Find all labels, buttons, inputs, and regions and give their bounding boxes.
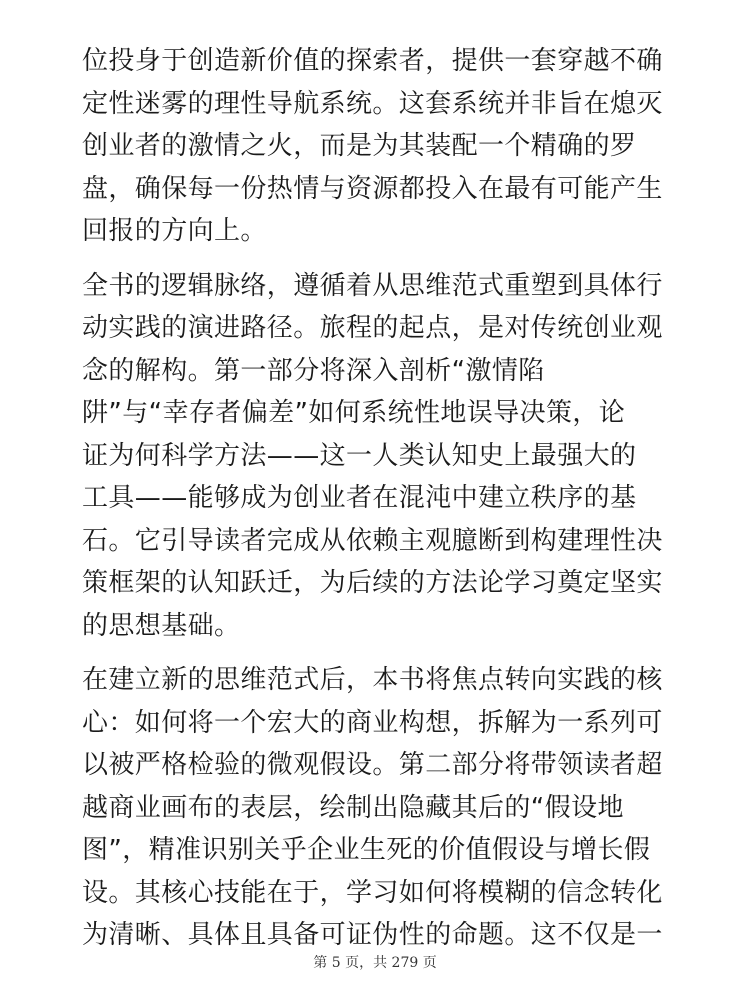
paragraph-2 bbox=[82, 265, 672, 648]
text-line: 为清晰、具体且具备可证伪性的命题。这不仅是一 bbox=[82, 920, 663, 950]
text-line: 以被严格检验的微观假设。第二部分将带领读者超 bbox=[82, 750, 663, 780]
text-line: 在建立新的思维范式后，本书将焦点转向实践的核 bbox=[82, 665, 663, 695]
text-line: 位投身于创造新价值的探索者，提供一套穿越不确 bbox=[82, 46, 663, 76]
text-line: 的思想基础。 bbox=[82, 610, 241, 641]
text-line: 心：如何将一个宏大的商业构想，拆解为一系列可 bbox=[82, 707, 663, 738]
page-number-footer: 第 5 页，共 279 页 bbox=[313, 955, 437, 971]
text-line: 石。它引导读者完成从依赖主观臆断到构建理性决 bbox=[82, 525, 663, 556]
text-line: 证为何科学方法——这一人类认知史上最强大的 bbox=[82, 440, 637, 471]
text-line: 工具——能够成为创业者在混沌中建立秩序的基 bbox=[82, 483, 637, 513]
text-line: 创业者的激情之火，而是为其装配一个精确的罗 bbox=[82, 131, 637, 161]
text-line: 阱”与“幸存者偏差”如何系统性地误导决策，论 bbox=[82, 398, 626, 428]
text-line: 定性迷雾的理性导航系统。这套系统并非旨在熄灭 bbox=[82, 88, 663, 119]
body-text bbox=[82, 40, 672, 969]
text-line: 图”，精准识别关乎企业生死的价值假设与增长假 bbox=[82, 835, 651, 865]
paragraph-1 bbox=[82, 40, 672, 253]
text-line: 盘，确保每一份热情与资源都投入在最有可能产生 bbox=[82, 173, 663, 204]
text-line: 策框架的认知跃迁，为后续的方法论学习奠定坚实 bbox=[82, 568, 663, 598]
text-line: 念的解构。第一部分将深入剖析“激情陷 bbox=[82, 355, 545, 386]
text-line: 设。其核心技能在于，学习如何将模糊的信念转化 bbox=[82, 877, 663, 908]
paragraph-3 bbox=[82, 659, 672, 957]
text-line: 回报的方向上。 bbox=[82, 216, 267, 246]
text-line: 全书的逻辑脉络，遵循着从思维范式重塑到具体行 bbox=[82, 270, 663, 301]
text-line: 动实践的演进路径。旅程的起点，是对传统创业观 bbox=[82, 313, 663, 343]
text-line: 越商业画布的表层，绘制出隐藏其后的“假设地 bbox=[82, 792, 624, 823]
